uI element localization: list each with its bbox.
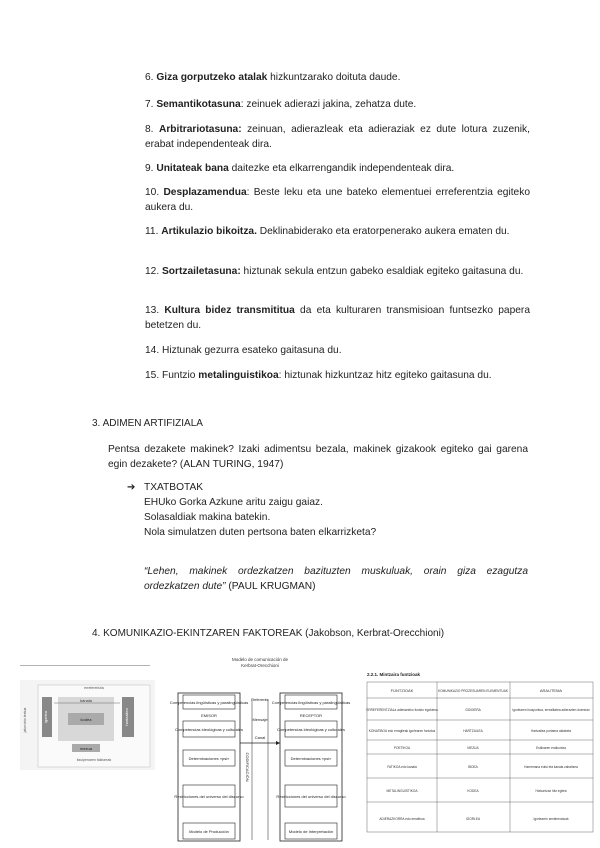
fig-left-sender: igorlea [43, 710, 48, 724]
fig-mid-vertical-word: CODIFICACIÓN [245, 752, 250, 782]
list-item-14: 14. Hiztunak gezurra esateko gaitasuna du. [145, 345, 342, 356]
section-3-intro: Pentsa dezakete makinek? Izaki adimentsu bezala, makinek gizakook egiteko gai garena egin dezakete? (ALAN TURING, 1947) [108, 444, 528, 470]
fig-right-r5-c3: Hizkuntzaz hitz egitea [535, 789, 567, 793]
fig-right-title: 2.2.1. Mintzaira funtzioak [367, 672, 421, 677]
fig-right-r6-c3: Igorlearen sentimenduak [533, 817, 569, 821]
fig-left-side-label: jatorrizko testua [23, 707, 27, 733]
fig-right-header-2: KOMUNIKAZIO PROZESUAREN ELEMENTUAK [438, 689, 508, 693]
fig-right-r1-c2: GIDOIERA [465, 708, 481, 712]
list-item-13: 13. Kultura bidez transmititua da eta kulturaren transmisioan funtsezko papera betetzen du. [145, 305, 530, 331]
figure-language-functions-table [365, 668, 595, 843]
fig-mid-left-role: EMISOR [201, 713, 217, 718]
list-item-9: 9. Unitateak bana daitezke eta elkarrengandik independenteak dira. [145, 163, 455, 174]
fig-left-bottom-label: itzulpenaren faktoreak [76, 758, 112, 762]
fig-mid-left-box-5: Modelo de Producción [189, 829, 229, 834]
list-item-10: 10. Desplazamendua: Beste leku eta une bateko elementuei erreferentzia egiteko aukera du. [145, 187, 530, 213]
list-item-8: 8. Arbitrariotasuna: zeinuan, adierazleak eta adieraziak ez dute lotura zuzenik, erabat independenteak dira. [145, 124, 530, 150]
list-item-12: 12. Sortzailetasuna: hiztunak sekula entzun gabeko esaldiak egiteko gaitasuna du. [145, 266, 524, 277]
fig-mid-left-box-4: Restricciones del universo del discurso [174, 794, 244, 799]
list-item-11: 11. Artikulazio bikoitza. Deklinabiderako eta eratorpenerako aukera ematen du. [145, 226, 510, 237]
fig-right-r1-c1: ERREFERENTZIALa adierazteko funtzio egokiena [366, 708, 438, 712]
list-item-7: 7. Semantikotasuna: zeinuek adierazi jakina, zehatza dute. [145, 99, 417, 110]
fig-mid-right-box-3: Determinaciones «psi» [290, 756, 332, 761]
fig-mid-referent: Referente [251, 697, 269, 702]
fig-right-r4-c1: FATIKOA edo kanala [387, 765, 417, 769]
quote [144, 564, 528, 594]
fig-left-receiver: hartzailea [124, 708, 129, 726]
fig-mid-left-box-1: Competencias lingüísticas y paralingüísticas [169, 700, 249, 705]
fig-left-top-label: erreferentzia [84, 686, 104, 690]
fig-right-header-1: FUNTZIOAK [390, 688, 414, 693]
fig-left-code: kodea [80, 717, 92, 722]
fig-right-r4-c2: BIDEA [468, 765, 478, 769]
fig-right-r6-c1: ADIERAZKORRA edo emotiboa [379, 817, 425, 821]
fig-right-r5-c1: METALINGUISTIKOA [386, 789, 418, 793]
fig-right-r2-c3: Hartzailea portaera aldaketa [530, 729, 572, 733]
figure-communication-model [160, 655, 360, 845]
fig-right-r3-c1: POETIKOA [393, 746, 411, 750]
fig-mid-left-box-2: Competencias ideológicas y culturales [174, 727, 244, 732]
fig-right-r6-c2: IGORLEA [465, 817, 481, 821]
fig-right-r2-c2: HARTZAILEA [463, 729, 483, 733]
quote-text: “Lehen, makinek ordezkatzen bazituzten muskuluak, orain giza ezagutza ordezkatzen dute” [144, 566, 528, 592]
fig-right-r3-c2: MEZUA [467, 746, 479, 750]
fig-left-channel: kanala [80, 698, 92, 703]
fig-mid-right-role: RECEPTOR [299, 713, 323, 718]
section-4-heading: 4. KOMUNIKAZIO-EKINTZAREN FAKTOREAK (Jakobson, Kerbrat-Orecchioni) [92, 628, 445, 639]
fig-mid-right-box-1: Competencias lingüísticas y paralingüísticas [271, 700, 351, 705]
bullet-line-3: Nola simulatzen duten pertsona baten elkarrizketa? [144, 527, 377, 538]
fig-mid-left-box-3: Determinaciones «psi» [188, 756, 230, 761]
figure-translation-factors [20, 665, 155, 775]
fig-left-message: mezua [79, 746, 93, 751]
bullet-title: TXATBOTAK [144, 482, 204, 493]
fig-mid-right-box-2: Competencias ideológicas y culturales [276, 727, 346, 732]
bullet-line-2: Solasaldiak makina batekin. [144, 512, 271, 523]
fig-mid-right-box-4: Restricciones del universo del discurso [276, 794, 346, 799]
bullet-arrow-icon: ➔ [127, 482, 136, 493]
bullet-line-1: EHUko Gorka Azkune aritu zaigu gaiaz. [144, 497, 323, 508]
fig-right-r2-c1: KONATIBOA edo erragileak igorlearen funtzioa [368, 729, 436, 733]
fig-right-header-3: ARAUTEMA [539, 688, 563, 693]
fig-right-r5-c2: KODEA [467, 789, 479, 793]
section-3-heading: 3. ADIMEN ARTIFIZIALA [92, 418, 203, 429]
fig-right-r3-c3: Estiloaren eraikuntza [536, 746, 566, 750]
fig-mid-message: Mensaje [252, 717, 268, 722]
list-item-6: 6. Giza gorputzeko atalak hizkuntzarako doituta daude. [145, 72, 401, 83]
list-item-15: 15. Funtzio metalinguistikoa: hiztunak hizkuntzaz hitz egiteko gaitasuna du. [145, 370, 492, 381]
quote-author: (PAUL KRUGMAN) [225, 581, 316, 592]
fig-mid-channel: Canal [254, 735, 266, 740]
fig-mid-right-box-5: Modelo de Interpretación [288, 829, 334, 834]
fig-right-r4-c3: Harremana eutsi eta kanala zabaltzea [524, 765, 578, 769]
fig-mid-title-2: Kerbrat-Orecchioni [241, 663, 279, 668]
fig-mid-title-1: Modelo de comunicación de [231, 657, 289, 662]
fig-right-r1-c3: Igorlearen ikuspuntua, errealitatea adierazten duenean [512, 708, 590, 712]
